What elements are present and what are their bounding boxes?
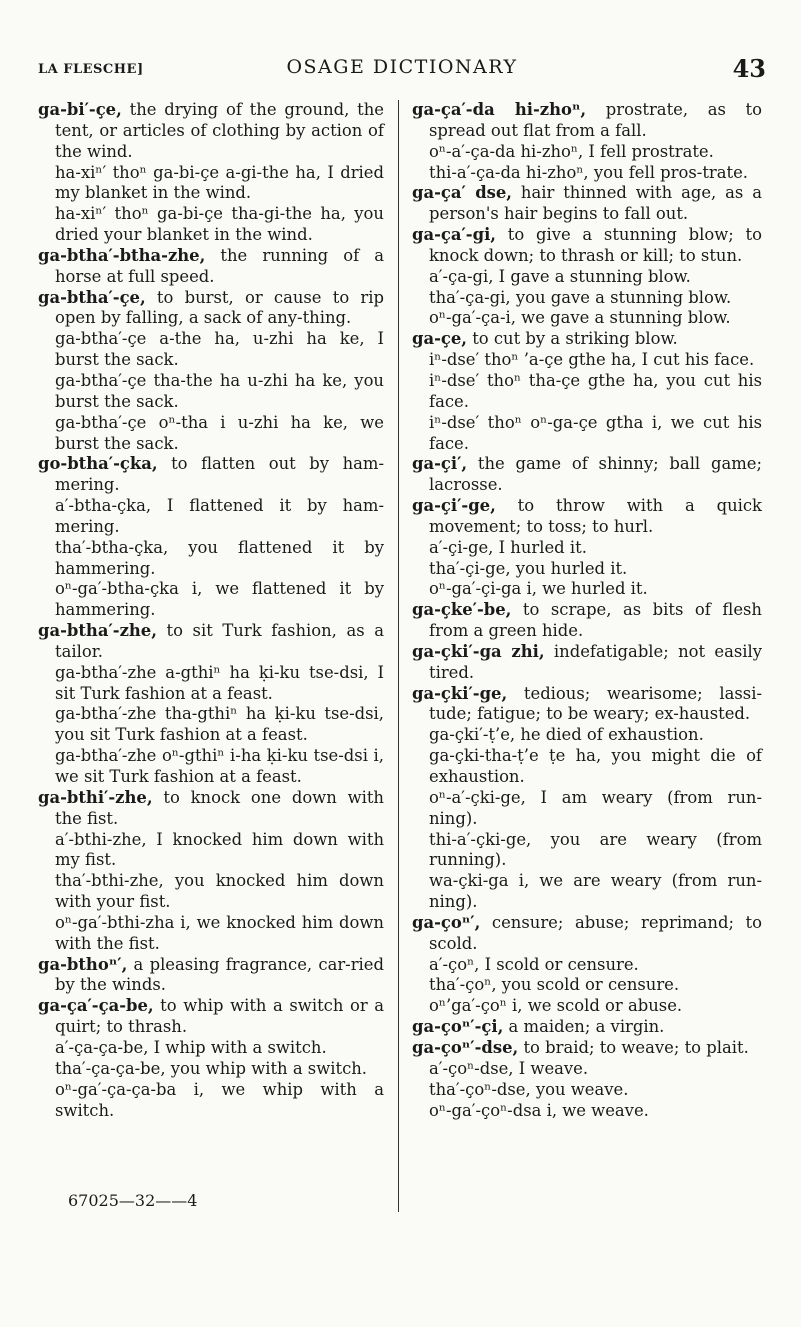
entry-definition: to sit Turk fashion, as a tailor. (55, 621, 384, 661)
left-column (38, 100, 384, 1121)
usage-example: oⁿ-a′-ça-da hi-zhoⁿ, I fell prostrate. (429, 141, 714, 161)
entry-headword: ga-btha′-zhe, (38, 621, 157, 641)
entry-headword: ga-btha′-btha-zhe, (38, 245, 206, 265)
entry-definition: to knock one down with the fist. (55, 787, 384, 828)
printer-imprint: 67025—32——4 (68, 1191, 198, 1210)
dictionary-entry (38, 996, 384, 1038)
column-divider (398, 100, 399, 1212)
dictionary-entry (412, 913, 762, 955)
entry-headword: ga-çoⁿ′, (412, 912, 481, 932)
dictionary-entry (412, 454, 762, 496)
entry-definition: prostrate, as to spread out flat from a fall. (429, 100, 762, 140)
dictionary-entry (412, 496, 762, 538)
entry-headword: ga-çoⁿ′-çi, (412, 1017, 504, 1037)
entry-headword: ga-çke′-be, (412, 600, 512, 620)
entry-definition: to burst, or cause to rip open by falling, a sack of any-thing. (55, 287, 384, 328)
usage-example: oⁿ-a′-çki-ge, I am weary (from run-ning). (429, 787, 762, 828)
entry-definition: a maiden; a virgin. (503, 1017, 665, 1037)
entry-headword: ga-çki′-ge, (412, 683, 508, 703)
usage-example: a′-btha-çka, I flattened it by ham-mering. (55, 496, 384, 536)
usage-example: a′-ça-gi, I gave a stunning blow. (429, 266, 691, 286)
usage-example: oⁿ-ga′-çi-ga i, we hurled it. (429, 579, 648, 599)
entry-headword: ga-bi′-çe, (38, 100, 122, 119)
entry-definition: hair thinned with age, as a person's hair begins to fall out. (429, 183, 762, 224)
usage-example: thi-a′-çki-ge, you are weary (from running). (429, 829, 762, 870)
entry-headword: ga-btha′-çe, (38, 287, 146, 307)
page-header (38, 54, 766, 84)
usage-example: tha′-çoⁿ, you scold or censure. (429, 975, 680, 995)
dictionary-entry (38, 100, 384, 163)
usage-example: iⁿ-dse′ thoⁿ ’a-çe gthe ha, I cut his face. (429, 350, 755, 370)
page-number: 43 (732, 54, 766, 83)
dictionary-entry (38, 288, 384, 330)
usage-example: a′-çi-ge, I hurled it. (429, 537, 587, 557)
entry-definition: the drying of the ground, the tent, or articles of clothing by action of the wind. (55, 100, 384, 161)
usage-example: tha′-ça-ça-be, you whip with a switch. (55, 1058, 368, 1078)
usage-example: tha′-çi-ge, you hurled it. (429, 558, 628, 578)
usage-example: ha-xiⁿ′ thoⁿ ga-bi-çe a-gi-the ha, I dried my blanket in the wind. (55, 162, 384, 203)
dictionary-entry (412, 183, 762, 225)
usage-example: tha′-ça-gi, you gave a stunning blow. (429, 287, 732, 307)
entry-headword: ga-ça′-gi, (412, 225, 497, 245)
dictionary-entry (412, 1017, 762, 1038)
entry-definition: to scrape, as bits of flesh from a green hide. (429, 600, 762, 641)
entry-headword: ga-çi′, (412, 454, 468, 474)
entry-headword: ga-çki′-ga zhi, (412, 641, 545, 661)
usage-example: ga-btha′-zhe tha-gthiⁿ ha ḳi-ku tse-dsi, you sit Turk fashion at a feast. (55, 704, 384, 745)
entry-headword: ga-ça′ dse, (412, 183, 513, 203)
usage-example: wa-çki-ga i, we are weary (from run-ning). (429, 871, 762, 912)
usage-example: ha-xiⁿ′ thoⁿ ga-bi-çe tha-gi-the ha, you dried your blanket in the wind. (55, 204, 384, 245)
page-title: OSAGE DICTIONARY (286, 56, 518, 78)
usage-example: tha′-çoⁿ-dse, you weave. (429, 1079, 629, 1099)
usage-example: tha′-btha-çka, you flattened it by hammering. (55, 537, 384, 578)
entry-definition: to whip with a switch or a quirt; to thrash. (55, 996, 384, 1037)
entry-headword: ga-bthi′-zhe, (38, 787, 153, 807)
dictionary-entry (412, 100, 762, 142)
usage-example: thi-a′-ça-da hi-zhoⁿ, you fell pros-trate. (429, 162, 749, 182)
usage-example: oⁿ-ga′-ça-i, we gave a stunning blow. (429, 308, 731, 328)
dictionary-entry (38, 621, 384, 663)
entry-definition: to throw with a quick movement; to toss; to hurl. (429, 496, 762, 536)
entry-definition: indefatigable; not easily tired. (429, 641, 762, 682)
usage-example: ga-btha′-zhe a-gthiⁿ ha ḳi-ku tse-dsi, I sit Turk fashion at a feast. (55, 662, 384, 703)
usage-example: iⁿ-dse′ thoⁿ oⁿ-ga-çe gtha i, we cut his face. (429, 412, 762, 453)
usage-example: oⁿ’ga′-çoⁿ i, we scold or abuse. (429, 996, 683, 1016)
entry-definition: the running of a horse at full speed. (55, 245, 384, 286)
entry-headword: ga-çe, (412, 329, 467, 349)
usage-example: ga-btha′-çe a-the ha, u-zhi ha ke, I burst the sack. (55, 329, 384, 370)
usage-example: ga-çki-tha-ṭ’e ṭe ha, you might die of exhaustion. (429, 746, 762, 786)
author-running-head: LA FLESCHE] (38, 62, 144, 77)
usage-example: ga-çki′-ṭ’e, he died of exhaustion. (429, 725, 704, 745)
usage-example: ga-btha′-çe tha-the ha u-zhi ha ke, you burst the sack. (55, 370, 384, 411)
right-column (412, 100, 762, 1121)
entry-definition: a pleasing fragrance, car-ried by the winds. (55, 954, 384, 995)
usage-example: ga-btha′-çe oⁿ-tha i u-zhi ha ke, we burst the sack. (55, 412, 384, 453)
entry-definition: tedious; wearisome; lassi-tude; fatigue; to be weary; ex-hausted. (429, 683, 762, 724)
usage-example: oⁿ-ga′-çoⁿ-dsa i, we weave. (429, 1100, 649, 1120)
dictionary-entry (412, 225, 762, 267)
dictionary-entry (412, 329, 762, 350)
usage-example: iⁿ-dse′ thoⁿ tha-çe gthe ha, you cut his face. (429, 370, 762, 411)
usage-example: a′-ça-ça-be, I whip with a switch. (55, 1037, 327, 1057)
dictionary-entry (412, 1038, 762, 1059)
entry-definition: the game of shinny; ball game; lacrosse. (429, 454, 762, 495)
usage-example: tha′-bthi-zhe, you knocked him down with your fist. (55, 871, 384, 912)
entry-definition: to flatten out by ham-mering. (55, 454, 384, 495)
usage-example: oⁿ-ga′-bthi-zha i, we knocked him down with the fist. (55, 912, 384, 953)
entry-headword: ga-ça′-ça-be, (38, 996, 154, 1016)
entry-definition: to braid; to weave; to plait. (518, 1037, 749, 1057)
dictionary-entry (38, 454, 384, 496)
entry-definition: censure; abuse; reprimand; to scold. (429, 912, 762, 953)
entry-headword: go-btha′-çka, (38, 454, 158, 474)
entry-definition: to give a stunning blow; to knock down; to thrash or kill; to stun. (429, 225, 762, 265)
entry-headword: ga-çoⁿ′-dse, (412, 1037, 519, 1057)
usage-example: ga-btha′-zhe oⁿ-gthiⁿ i-ha ḳi-ku tse-dsi i, we sit Turk fashion at a feast. (55, 746, 384, 786)
usage-example: a′-çoⁿ-dse, I weave. (429, 1058, 589, 1078)
entry-headword: ga-çi′-ge, (412, 496, 496, 516)
usage-example: oⁿ-ga′-ça-ça-ba i, we whip with a switch. (55, 1079, 384, 1120)
dictionary-entry (412, 684, 762, 726)
usage-example: a′-bthi-zhe, I knocked him down with my fist. (55, 829, 384, 870)
entry-definition: to cut by a striking blow. (467, 329, 678, 349)
dictionary-entry (38, 246, 384, 288)
dictionary-entry (412, 642, 762, 684)
dictionary-entry (38, 955, 384, 997)
entry-headword: ga-ça′-da hi-zhoⁿ, (412, 100, 587, 119)
dictionary-entry (412, 600, 762, 642)
dictionary-entry (38, 788, 384, 830)
entry-headword: ga-bthoⁿ′, (38, 954, 128, 974)
usage-example: a′-çoⁿ, I scold or censure. (429, 954, 639, 974)
usage-example: oⁿ-ga′-btha-çka i, we flattened it by hammering. (55, 579, 384, 620)
